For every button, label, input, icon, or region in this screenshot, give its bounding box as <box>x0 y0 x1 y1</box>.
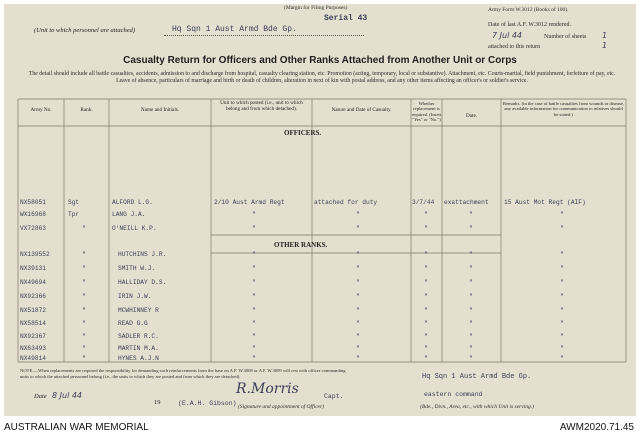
unit-cell: " <box>252 320 256 327</box>
rank-cell: " <box>82 225 86 232</box>
name-cell: HUTCHINS J.R. <box>118 251 167 258</box>
name-cell: MARTIN M.A. <box>118 345 159 352</box>
army-no-cell: NX58051 <box>20 199 46 206</box>
replacement-cell: " <box>469 320 473 327</box>
nature-cell: " <box>356 320 360 327</box>
nature-cell: " <box>356 265 360 272</box>
footer-note: NOTE.—When replacements are required the responsibility for demanding such reinforcements from the base on A.F. W.3008 or A.F. W.3009 will rest with officer commanding units to which the attached personnel belong (i.e., the units to which they are posted and from which they are detached). <box>20 368 346 379</box>
date-cell: " <box>424 355 428 362</box>
remarks-cell: " <box>560 293 564 300</box>
serial-number: Serial 43 <box>324 14 368 23</box>
nature-cell: " <box>356 279 360 286</box>
footer-date-label: Date <box>34 393 47 400</box>
nature-cell: " <box>356 211 360 218</box>
replacement-cell: " <box>469 211 473 218</box>
rank-cell: " <box>82 279 86 286</box>
typed-signatory: (E.A.H. Gibson) <box>178 400 237 407</box>
name-cell: MCWHINNEY R <box>118 307 159 314</box>
col-header-remarks: Remarks. (in the case of battle casualties from wounds or disease, any available information for communication to relatives should be stated.) <box>503 101 624 117</box>
rank-cell: " <box>82 355 86 362</box>
rank-cell: " <box>82 293 86 300</box>
form-title: Casualty Return for Officers and Other Ranks Attached from Another Unit or Corps <box>123 55 517 66</box>
name-cell: ALFORD L.G. <box>112 199 153 206</box>
col-header-rank: Rank. <box>80 107 93 113</box>
unit-cell: 2/10 Aust Armd Regt <box>214 199 285 206</box>
signatory-rank: Capt. <box>324 393 344 400</box>
margin-note: (Margin for Filing Purposes) <box>284 5 348 11</box>
unit-label: (Unit to which personnel are attached) <box>34 27 136 34</box>
unit-value: Hq Sqn 1 Aust Armd Bde Gp. <box>172 25 297 34</box>
replacement-cell: " <box>469 225 473 232</box>
army-no-cell: VX72863 <box>20 225 46 232</box>
form-number: Army Form W.3012 (Books of 100). <box>488 7 569 13</box>
nature-cell: " <box>356 355 360 362</box>
unit-stamp: Hq Sqn 1 Aust Armd Bde Gp. <box>422 373 532 381</box>
nature-cell: " <box>356 225 360 232</box>
name-cell: SMITH W.J. <box>118 265 156 272</box>
replacement-cell: " <box>469 279 473 286</box>
remarks-cell: " <box>560 355 564 362</box>
remarks-cell: 15 Aust Mot Regt (AIF) <box>504 199 586 206</box>
date-cell: " <box>424 293 428 300</box>
nature-cell: " <box>356 333 360 340</box>
date-cell: " <box>424 333 428 340</box>
replacement-cell: " <box>469 265 473 272</box>
army-no-cell: NX63493 <box>20 345 46 352</box>
name-cell: LANG J.A. <box>112 211 146 218</box>
unit-cell: " <box>252 333 256 340</box>
date-cell: 3/7/44 <box>412 199 435 206</box>
col-header-date: Date. <box>465 113 478 119</box>
remarks-cell: " <box>560 211 564 218</box>
remarks-cell: " <box>560 225 564 232</box>
rank-cell: " <box>82 251 86 258</box>
date-cell: " <box>424 345 428 352</box>
credit-right: AWM2020.71.45 <box>559 422 634 433</box>
replacement-cell: " <box>469 307 473 314</box>
replacement-cell: " <box>469 345 473 352</box>
remarks-cell: " <box>560 345 564 352</box>
other-ranks-section-label: OTHER RANKS. <box>274 241 328 249</box>
rank-cell: " <box>82 265 86 272</box>
credit-left: AUSTRALIAN WAR MEMORIAL <box>4 422 149 433</box>
remarks-cell: " <box>560 307 564 314</box>
replacement-cell: " <box>469 293 473 300</box>
nature-cell: " <box>356 345 360 352</box>
army-no-cell: NX92366 <box>20 293 46 300</box>
form-sheet <box>4 4 636 416</box>
name-cell: HYNES A.J.N <box>118 355 159 362</box>
army-no-cell: WX16968 <box>20 211 46 218</box>
army-no-cell: NX49694 <box>20 279 46 286</box>
date-cell: " <box>424 225 428 232</box>
name-cell: SADLER R.C. <box>118 333 159 340</box>
credit-bar <box>0 419 640 435</box>
army-no-cell: NX51872 <box>20 307 46 314</box>
army-no-cell: NX139552 <box>20 251 50 258</box>
unit-cell: " <box>252 307 256 314</box>
sheets-label: Number of sheets <box>544 34 587 40</box>
army-no-cell: NX49814 <box>20 355 46 362</box>
date-last-label: Date of last A.F. W.3012 rendered. <box>488 22 572 28</box>
officer-signature: R.Morris <box>236 381 299 397</box>
date-last-value: 7 Jul 44 <box>492 31 523 40</box>
date-cell: " <box>424 265 428 272</box>
rank-cell: " <box>82 333 86 340</box>
date-cell: " <box>424 307 428 314</box>
col-header-replacement: Whether replacement is required. (Insert "Yes" or "No.") <box>411 101 442 122</box>
unit-stamp-2: eastern command <box>424 391 483 398</box>
unit-cell: " <box>252 225 256 232</box>
replacement-cell: " <box>469 355 473 362</box>
rank-cell: " <box>82 345 86 352</box>
unit-cell: " <box>252 345 256 352</box>
replacement-cell: exattachment <box>444 199 489 206</box>
form-instructions: The detail should include all battle casualties, accidents, admission to and discharge from hospital, casualty clearing station, etc. Promotion (acting, temporary, local or substantive). Attachment, etc. Courts-martial, field punishment, forfeiture of pay, etc. Leave of absence, particulars of marriage and birth or death of children, alteration in next of kin with postal address, and any other items affecting an officer's or soldier's service. <box>28 71 616 85</box>
name-cell: IRIN J.W. <box>118 293 152 300</box>
rank-cell: " <box>82 320 86 327</box>
rank-cell: Tpr <box>68 211 80 218</box>
table-grid <box>4 4 636 416</box>
rank-cell: Sgt <box>68 199 80 206</box>
army-no-cell: NX58514 <box>20 320 46 327</box>
date-cell: " <box>424 251 428 258</box>
remarks-cell: " <box>560 333 564 340</box>
remarks-cell: " <box>560 279 564 286</box>
unit-cell: " <box>252 279 256 286</box>
unit-cell: " <box>252 211 256 218</box>
remarks-cell: " <box>560 265 564 272</box>
attached-label: attached to this return <box>488 44 541 50</box>
unit-cell: " <box>252 355 256 362</box>
officers-section-label: OFFICERS. <box>284 129 322 137</box>
attached-value: 1 <box>602 41 608 50</box>
col-header-unit: Unit to which posted (i.e., unit to which belong and from which detached). <box>220 100 303 112</box>
col-header-name: Name and Initials. <box>140 107 180 113</box>
nature-cell: attached for duty <box>314 199 378 206</box>
nature-cell: " <box>356 293 360 300</box>
rank-cell: " <box>82 307 86 314</box>
footer-year: 19 <box>154 399 161 406</box>
army-no-cell: NX92367 <box>20 333 46 340</box>
name-cell: HALLIDAY D.S. <box>118 279 167 286</box>
remarks-cell: " <box>560 251 564 258</box>
replacement-cell: " <box>469 251 473 258</box>
signature-label: (Signature and appointment of Officer) <box>238 404 324 410</box>
remarks-cell: " <box>560 320 564 327</box>
col-header-army-no: Army No. <box>30 107 52 113</box>
date-cell: " <box>424 279 428 286</box>
sheets-value: 1 <box>602 31 608 40</box>
col-header-nature: Nature and Date of Casualty. <box>331 107 392 113</box>
nature-cell: " <box>356 251 360 258</box>
footer-date-value: 8 Jul 44 <box>52 391 83 400</box>
name-cell: O'NEILL K.P. <box>112 225 157 232</box>
army-no-cell: NX39131 <box>20 265 46 272</box>
date-cell: " <box>424 211 428 218</box>
unit-label-footer: (Bde., Divn., Area, etc., with which Unit is serving.) <box>420 404 534 410</box>
unit-cell: " <box>252 293 256 300</box>
unit-cell: " <box>252 251 256 258</box>
date-cell: " <box>424 320 428 327</box>
nature-cell: " <box>356 307 360 314</box>
replacement-cell: " <box>469 333 473 340</box>
unit-cell: " <box>252 265 256 272</box>
name-cell: READ G.G <box>118 320 148 327</box>
